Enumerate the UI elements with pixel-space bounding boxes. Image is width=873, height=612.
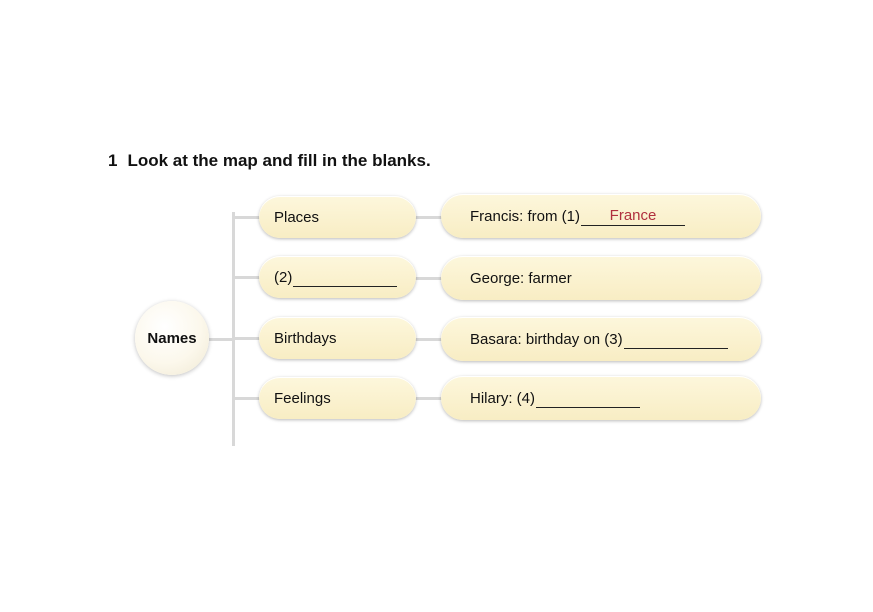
leaf-connector bbox=[415, 277, 442, 280]
detail-label: Hilary: (4) bbox=[470, 389, 536, 407]
detail-node bbox=[441, 317, 761, 361]
answer-blank[interactable] bbox=[624, 330, 728, 349]
answer-blank[interactable] bbox=[581, 207, 685, 226]
category-label: Feelings bbox=[274, 389, 331, 407]
exercise-number: 1 bbox=[108, 151, 118, 170]
leaf-connector bbox=[415, 338, 442, 341]
detail-node bbox=[441, 376, 761, 420]
category-label: Places bbox=[274, 208, 320, 226]
branch-connector bbox=[233, 337, 260, 340]
detail-node bbox=[441, 194, 761, 238]
category-node bbox=[259, 317, 416, 359]
root-label: Names bbox=[147, 329, 197, 347]
branch-connector bbox=[233, 397, 260, 400]
category-node bbox=[259, 256, 416, 298]
category-label: Birthdays bbox=[274, 329, 337, 347]
leaf-connector bbox=[415, 397, 442, 400]
detail-label: Basara: birthday on (3) bbox=[470, 330, 623, 348]
exercise-instruction bbox=[108, 151, 431, 171]
exercise-text: Look at the map and fill in the blanks. bbox=[127, 151, 431, 170]
answer-blank[interactable] bbox=[536, 389, 640, 408]
tree-trunk-line bbox=[232, 212, 235, 446]
root-connector bbox=[209, 338, 233, 341]
category-node bbox=[259, 377, 416, 419]
filled-answer: France bbox=[609, 206, 657, 224]
detail-label: Francis: from (1) bbox=[470, 207, 581, 225]
answer-blank[interactable] bbox=[293, 268, 397, 287]
branch-connector bbox=[233, 216, 260, 219]
detail-node bbox=[441, 256, 761, 300]
branch-connector bbox=[233, 276, 260, 279]
category-node bbox=[259, 196, 416, 238]
detail-label: George: farmer bbox=[470, 269, 572, 287]
leaf-connector bbox=[415, 216, 442, 219]
category-label: (2) bbox=[274, 268, 293, 286]
root-node bbox=[135, 301, 209, 375]
